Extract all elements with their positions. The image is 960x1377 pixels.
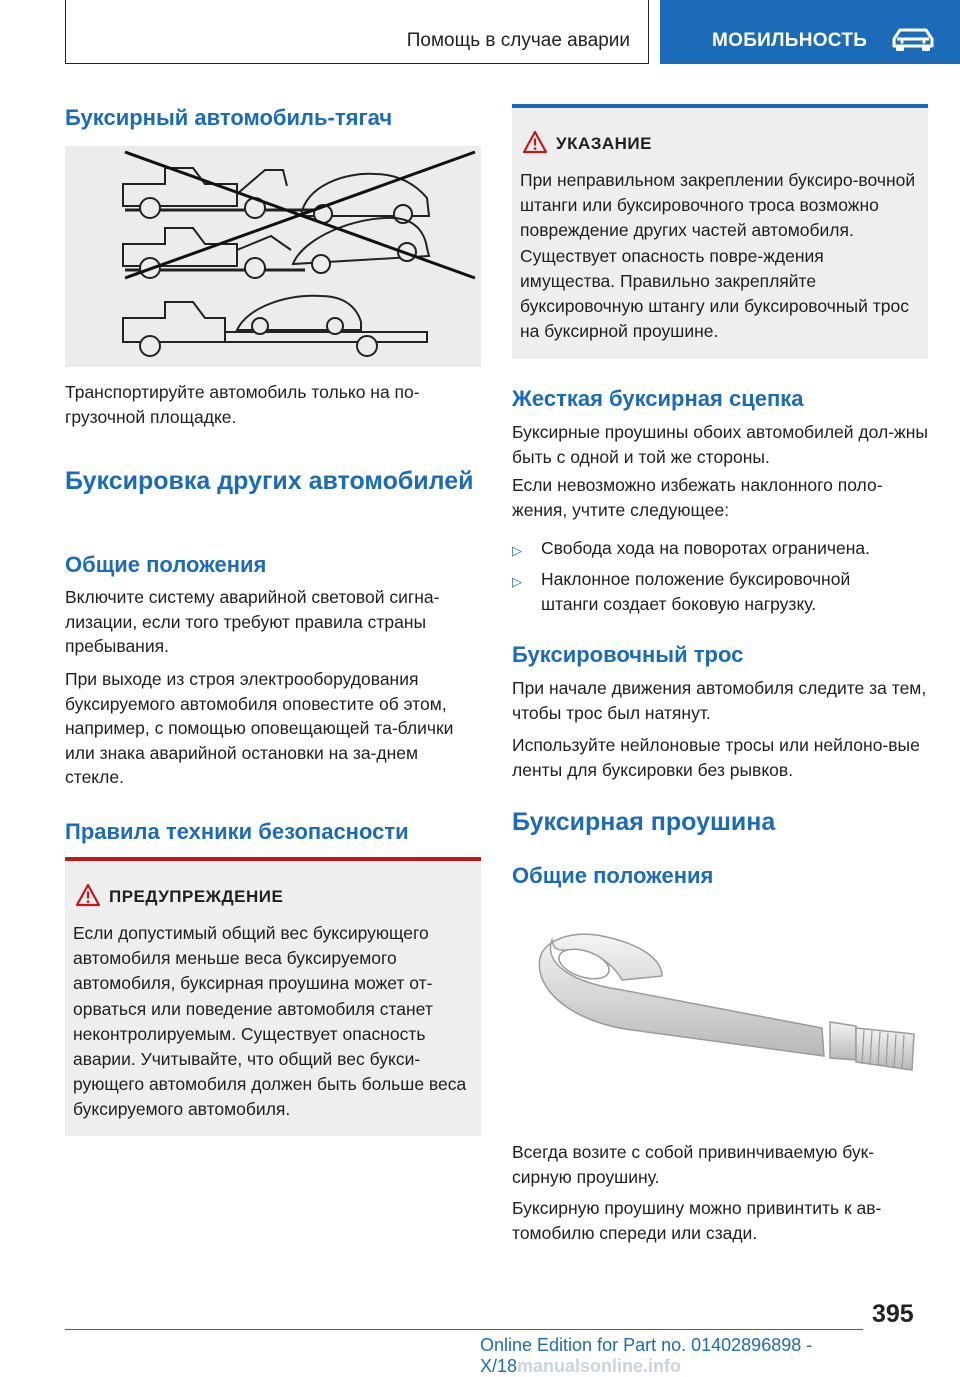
tow-eye-title: Буксирная проушина [512,808,776,836]
tow-truck-illustration [65,146,481,367]
rigid-paragraph-1: Буксирные проушины обоих автомобилей дол-жны быть с одной и той же стороны. [512,422,928,467]
page-number: 395 [872,1300,914,1328]
footer-divider [65,1329,863,1330]
list-item: ▷ Наклонное положение буксировочной штанги создает боковую нагрузку. [512,569,851,614]
safety-rules-title: Правила техники безопасности [65,819,409,844]
tow-truck-drawing [65,146,481,367]
warning-text: Если допустимый общий вес буксирующего автомобиля меньше веса буксируемого автомобиля, буксирная проушина может от-орваться или поведение автомобиля станет неконтролируемым. Существует опасность аварии. Учитывайте, что общий вес букси-рующего автомобиля должен быть больше веса буксируемого автомобиля. [73,923,467,1120]
car-icon [890,26,936,52]
towing-paragraph-2: При выходе из строя электрооборудования буксируемого автомобиля оповестите об этом, например, с помощью оповещающей та-блички или знака аварийной остановки на за-днем стекле. [65,669,454,788]
note-triangle-icon [522,130,548,154]
eye-paragraph-2: Буксирную проушину можно привинтить к ав-томобилю спереди или сзади. [512,1198,882,1243]
header-section-box [65,0,649,64]
rigid-paragraph-2: Если невозможно избежать наклонного поло-жения, учтите следующее: [512,475,883,520]
rope-paragraph-2: Используйте нейлоновые тросы или нейлоно-вые ленты для буксировки без рывков. [512,735,920,780]
header-chapter-title: МОБИЛЬНОСТЬ [712,30,868,51]
footer-watermark: manualsonline.info [517,1356,682,1376]
note-text: При неправильном закреплении буксиро-вочной штанги или буксировочного троса возможно повреждение других частей автомобиля. Существует опасность повре-ждения имущества. Правильно закрепляйте буксировочную штангу или буксировочный трос на буксирной проушине. [520,170,916,342]
bullet-triangle-icon: ▷ [512,574,522,589]
tow-truck-caption: Транспортируйте автомобиль только на по-грузочной площадке. [65,382,420,427]
rigid-coupling-title: Жесткая буксирная сцепка [512,386,804,411]
general-provisions-title-right: Общие положения [512,863,714,888]
tow-rope-title: Буксировочный трос [512,642,744,667]
note-title: УКАЗАНИЕ [556,134,652,153]
tow-eye-illustration [512,910,928,1120]
tow-truck-title: Буксирный автомобиль-тягач [65,105,393,130]
warning-box [65,857,481,1136]
bullet-triangle-icon: ▷ [512,543,522,558]
towing-others-title: Буксировка других автомобилей [65,467,474,495]
header-section-title: Помощь в случае аварии [406,30,630,51]
warning-triangle-icon [75,883,101,907]
general-provisions-title-left: Общие положения [65,552,267,577]
header-chapter-box [660,0,960,64]
tow-eye-drawing [512,910,928,1120]
towing-paragraph-1: Включите систему аварийной световой сигна-лизации, если того требуют правила страны пребывания. [65,587,440,657]
warning-title: ПРЕДУПРЕЖДЕНИЕ [109,887,284,906]
rope-paragraph-1: При начале движения автомобиля следите за тем, чтобы трос был натянут. [512,678,927,723]
list-item: ▷ Свобода хода на поворотах ограничена. [512,536,928,561]
note-box [512,104,928,359]
eye-paragraph-1: Всегда возите с собой привинчиваемую бук-сирную проушину. [512,1142,875,1187]
footer-edition: Online Edition for Part no. 01402896898 - X/18manualsonline.info [480,1335,813,1376]
